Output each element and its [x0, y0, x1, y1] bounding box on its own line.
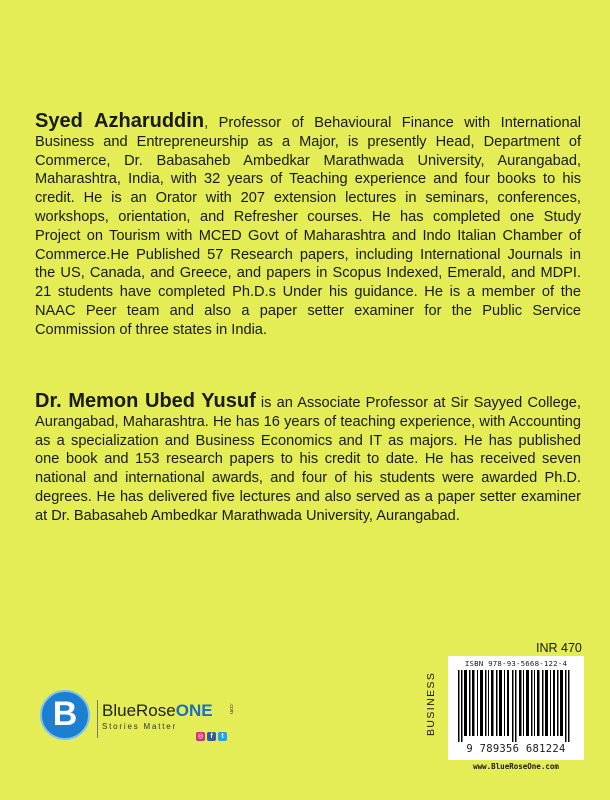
author-bio-text: is an Associate Professor at Sir Sayyed College, Aurangabad, Maharashtra. He has 16 years of teaching experience, with Accounting as a specialization and Business Economics and IT as majors. He has published one book and 153 research papers to his credit to date. He has received seven national and international awards, and four of his students were awarded Ph.D. degrees. He has delivered five lectures and also served as a paper setter examiner at Dr. Babasaheb Ambedkar Marathwada University, Aurangabad. — [35, 395, 581, 524]
publisher-name-part1: BlueRose — [102, 701, 176, 720]
publisher-tld: .com — [228, 703, 234, 714]
social-icons — [196, 732, 227, 741]
isbn-digits: 9 789356 681224 — [466, 743, 566, 755]
website-url: www.BlueRoseOne.com — [473, 762, 559, 771]
barcode — [448, 656, 584, 760]
publisher-logo-icon — [40, 690, 90, 740]
author-bio-text: , Professor of Behavioural Finance with International Business and Entrepreneurship as a Major, is presently Head, Department of Commerce, Dr. Babasaheb Ambedkar Marathwada University, Aurangabad, Maharashtra, India, with 32 years of Teaching experience and four books to his credit. He is an Orator with 207 extension lectures in seminars, conferences, workshops, orientation, and Refresher courses. He has completed one Study Project on Tourism with MCED Govt of Maharashtra and Indo Italian Chamber of Commerce.He Published 57 Research papers, including International Journals in the US, Canada, and Greece, and papers in Scopus Indexed, Emerald, and MDPI. 21 students have completed Ph.D.s Under his guidance. He is a member of the NAAC Peer team and also a paper setter examiner for the Public Service Commission of three states in India. — [35, 115, 581, 338]
publisher-tagline: Stories Matter — [102, 722, 177, 731]
author-bio-2 — [35, 392, 581, 526]
author-bio-1 — [35, 112, 581, 340]
barcode-bars — [456, 670, 576, 742]
publisher-name — [102, 701, 213, 721]
author-name: Dr. Memon Ubed Yusuf — [35, 390, 256, 412]
logo-divider — [97, 700, 98, 738]
isbn-label: ISBN 978-93-5668-122-4 — [464, 659, 568, 668]
author-name: Syed Azharuddin — [35, 110, 205, 132]
instagram-icon: ◎ — [197, 733, 204, 740]
price-label: INR 470 — [536, 641, 582, 655]
genre-label: BUSINESS — [425, 671, 437, 736]
logo-letter: B — [52, 695, 78, 733]
publisher-name-part2: ONE — [175, 701, 213, 720]
facebook-icon: f — [207, 732, 216, 741]
twitter-icon: t — [218, 732, 227, 741]
